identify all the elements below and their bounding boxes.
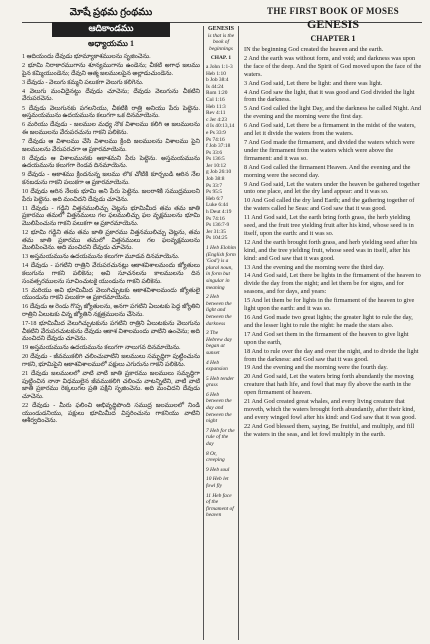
xref-entry: Heb 6:7	[206, 195, 224, 202]
english-verse: 19 And the evening and the morning were the fourth day.	[244, 364, 388, 372]
xref-entry: Jer 31:35	[206, 228, 226, 235]
english-verse: 11 And God said, Let the earth bring forth grass, the herb yielding seed, and the fruit tree yielding fruit after his kind, whose seed is in itself, upon the earth: and it was so.	[244, 214, 414, 237]
english-book-title: GENESIS	[306, 17, 360, 31]
telugu-verse: 14 దేవుడు - పగటిని రాత్రిని వేరుపరచునట్లు ఆకాశవిశాలమందు జ్యోతులు కలుగును గాకని పలికెను; అవి సూచనలను కాలములను దిన సంవత్సరములను సూచించుటకై యుండును గాకని పలికెను.	[22, 262, 200, 285]
telugu-verse: 7 దేవుడు ఆ విశాలము చేసి విశాలము క్రింది జలములను విశాలము పైని జలములను వేరుపరచగా ఆ ప్రకారమాయెను.	[22, 137, 200, 153]
xref-chapter: CHAP. 1	[210, 55, 232, 62]
xref-entry: d Is 40:13,14	[206, 123, 235, 130]
english-verse: 20 And God said, Let the waters bring forth abundantly the moving creature that hath life, and fowl that may fly above the earth in the open firmament of heaven.	[244, 373, 414, 397]
telugu-verse: 16 దేవుడు ఆ రెండు గొప్ప జ్యోతులను, అనగా పగటిని ఏలుటకు పెద్ద జ్యోతిని రాత్రిని ఏలుటకు చిన్న జ్యోతిని నక్షత్రములను చేసెను.	[22, 303, 200, 318]
english-verse: 14 And God said, Let there be lights in the firmament of the heaven to divide the day from the night; and let them be for signs, and for seasons, and for days, and years:	[244, 272, 421, 296]
english-column	[244, 6, 422, 640]
telugu-verse: 17-18 భూమిమీద వెలుగిచ్చుటకును పగటిని రాత్రిని ఏలుటకును వెలుగును చీకటిని వేరుపరచుటకును దేవుడు ఆకాశ విశాలమందు వాటిని ఉంచెను; అది మంచిదని దేవుడు చూచెను.	[22, 320, 200, 343]
english-verse: 17 And God set them in the firmament of the heaven to give light upon the earth,	[244, 330, 409, 346]
xref-entry: Col 1:16	[206, 96, 225, 103]
telugu-verse: 4 వెలుగు మంచిదైనట్టు దేవుడు చూచెను; దేవుడు వెలుగును చీకటిని వేరుపరచెను.	[22, 87, 200, 103]
telugu-verse: 11 దేవుడు - గడ్డిని విత్తనములిచ్చు చెట్లను భూమిమీద తమ తమ జాతి ప్రకారము తమలో విత్తనములు గల ఫలములిచ్చు ఫల వృక్షములను భూమి మొలిపించును గాకని పలుకగా ఆ ప్రకారమాయెను.	[22, 204, 200, 227]
xref-entry: Ps 136:7-9	[206, 222, 230, 229]
telugu-verses	[22, 53, 200, 425]
english-verse: 4 And God saw the light, that it was good and God divided the light from the darkness.	[244, 88, 415, 104]
english-verse: 16 And God made two great lights; the greater light to rule the day, and the lesser light to rule the night: he made the stars also.	[244, 314, 413, 329]
english-verse: 2 And the earth was without form, and void; and darkness was upon the face of the deep. And the Spirit of God moved upon the face of the waters.	[244, 54, 422, 78]
telugu-verse: 20 దేవుడు - జీవముకలిగి చలించువాటిని జలములు సమృద్ధిగా పుట్టించును గాకని, భూమిపైని ఆకాశవిశాలములో పక్షులు ఎగురును గాకని పలికెను.	[22, 353, 200, 368]
cross-reference-column	[203, 26, 239, 640]
xref-entry: Heb 11:3	[206, 103, 226, 110]
xref-entry: e Ps 33:9	[206, 129, 226, 136]
xref-entry: c Jer 4:23	[206, 116, 227, 123]
english-verse: 21 And God created great whales, and every living creature that moveth, which the waters brought forth abundantly, after their kind, and every winged fowl after his kind: and God saw that it was good.	[244, 398, 417, 421]
telugu-header: మోషే ప్రథమ గ్రంథము	[69, 7, 153, 18]
xref-entry: Rev 4:11	[206, 110, 226, 117]
telugu-verse: 1 ఆదియందు దేవుడు భూమ్యాకాశములను సృజించెను.	[22, 53, 151, 60]
telugu-verse: 15 మరియు అవి భూమిమీద వెలుగిచ్చుటకు ఆకాశవిశాలమందు జ్యోతులై యుండును గాకని పలుకగా ఆ ప్రకారమాయెను.	[22, 286, 200, 302]
english-header: THE FIRST BOOK OF MOSES	[267, 6, 399, 16]
xref-entry: Ps 33:6	[206, 149, 223, 156]
telugu-verse: 10 దేవుడు ఆరిన నేలకు భూమి అని పేరు పెట్టెను. జలరాశికి సముద్రములని పేరు పెట్టెను. అది మంచిదని దేవుడు చూచెను.	[22, 188, 200, 203]
xref-entry: Is 44:24	[206, 83, 224, 90]
english-verse: 18 And to rule over the day and over the night, and to divide the light from the darkness: and God saw that it was good.	[244, 347, 419, 363]
xref-entry: a John 1:1-3	[206, 63, 233, 70]
xref-intro: is that is the book of beginnings	[207, 32, 235, 52]
telugu-verse: 3 దేవుడు - వెలుగు కమ్మని పలుకగా వెలుగు కలిగెను.	[22, 78, 144, 86]
english-verse: 15 And let them be for lights in the firmament of the heaven to give light upon the earth: and it was so.	[244, 297, 415, 313]
xref-note: 8 Or, creeping	[206, 450, 225, 464]
xref-entry: h Deut 4:19	[206, 209, 232, 216]
xref-note: 10 Heb let fowl fly	[206, 476, 229, 489]
telugu-verse: 21 దేవుడు జలములలో వాటి వాటి జాతి ప్రకారము జలములు సమృద్ధిగా పుట్టించిన నానా విధములైన జీవముకలిగి చలించు వాటన్నిటిని, వాటి వాటి జాతి ప్రకారము రెక్కలుగల ప్రతి పక్షిని సృజించెను. అది మంచిదని దేవుడు చూచెను.	[22, 370, 200, 400]
telugu-book-title: ఆదికాండము	[52, 22, 170, 37]
xref-entry: Job 38:8	[206, 176, 225, 183]
xref-entry: Ps 33:7	[206, 182, 223, 189]
english-verse: 3 And God said, Let there be light: and there was light.	[244, 79, 383, 87]
english-verse: 6 And God said, Let there be a firmament in the midst of the waters, and let it divide the waters from the waters.	[244, 122, 416, 138]
xref-note: 11 Heb face of the firmament of heaven	[206, 492, 234, 519]
xref-entry: Ps 104:25	[206, 235, 228, 242]
xref-entry: f Job 37:18	[206, 143, 231, 150]
xref-entry: Heb 1:10	[206, 70, 226, 77]
xref-entry: Ps 136:5	[206, 156, 225, 163]
xref-note: 4 Heb expansion	[206, 359, 228, 373]
telugu-verse: 12 భూమి గడ్డిని తమ తమ జాతి ప్రకారము విత్తనములిచ్చు చెట్లను, తమ తమ జాతి ప్రకారము తమలో విత్తనములు గల ఫలవృక్షములను మొలిపించెను. అది మంచిదని దేవుడు చూచెను.	[22, 228, 200, 252]
telugu-verse: 5 దేవుడు వెలుగునకు పగలనియు, చీకటికి రాత్రి అనియు పేరు పెట్టెను. అస్తమయమును ఉదయమును కలుగగా ఒక దినమాయెను.	[22, 104, 200, 120]
english-verse: 8 And God called the firmament Heaven. And the evening and the morning were the second day.	[244, 163, 411, 179]
english-verse: 22 And God blessed them, saying, Be fruitful, and multiply, and fill the waters in the seas, and let fowl multiply in the earth.	[244, 422, 415, 438]
telugu-verse: 19 అస్తమయమును ఉదయమును కలుగగా నాలుగవ దినమాయెను.	[22, 344, 181, 352]
telugu-verse: 2 భూమి నిరాకారముగాను శూన్యముగాను ఉండెను; చీకటి అగాధ జలము పైన కమ్మియుండెను; దేవుని ఆత్మ జలములపైన అల్లాడుచుండెను.	[22, 62, 200, 77]
xref-note: 5 Heb tender grass	[206, 375, 235, 389]
xref-entry: b Job 38:4	[206, 77, 229, 84]
xref-entry: Rom 1:20	[206, 90, 228, 97]
xref-entry: Jer 10:12	[206, 162, 226, 169]
telugu-verse: 9 దేవుడు - ఆకాశము క్రిందనున్న జలము లొక చోటికి కూర్చబడి ఆరిన నేల కనబడును గాకని పలుకగా ఆ ప్రకారమాయెను.	[22, 171, 200, 186]
english-verse: IN the beginning God created the heaven and the earth.	[244, 46, 384, 53]
english-chapter-title: CHAPTER 1	[310, 34, 356, 43]
english-verse: 5 And God called the light Day, and the darkness he called Night. And the evening and the morning were the first day.	[244, 105, 422, 121]
english-verse: 7 And God made the firmament, and divided the waters which were under the firmament from the waters which were above the firmament: and it was so.	[244, 138, 415, 162]
xref-note: 6 Heb between the day and between the night	[206, 391, 232, 425]
telugu-verse: 8 దేవుడు ఆ విశాలమునకు ఆకాశమని పేరు పెట్టెను. అస్తమయమును ఉదయమును కలుగగా రెండవ దినమాయెను.	[22, 154, 200, 170]
xref-note: 3 The Hebrew day began at sunset	[206, 330, 232, 356]
xref-entry: Luke 6:44	[206, 202, 229, 209]
telugu-column	[22, 6, 200, 640]
english-verse: 13 And the evening and the morning were the third day.	[244, 263, 385, 271]
telugu-verse: 6 మరియు దేవుడు - జలముల మధ్య నొక విశాలము కలిగి ఆ జలములను ఈ జలములను వేరుపరచును గాకని పలికెను.	[22, 121, 200, 136]
xref-note: 2 Heb between the light and between the darkness	[206, 294, 232, 327]
telugu-chapter-title: అధ్యాయము 1	[88, 39, 134, 48]
xref-entry: Ps 95:5	[206, 189, 223, 196]
xref-note: 9 Heb soul	[206, 466, 230, 473]
english-verse: 10 And God called the dry land Earth; and the gathering together of the waters called he Seas: and God saw that it was good.	[244, 197, 415, 213]
telugu-verse: 13 అస్తమయమును ఉదయమును కలుగగా మూడవ దినమాయెను.	[22, 253, 180, 261]
telugu-verse: 22 దేవుడు - మీరు ఫలించి అభివృద్ధిపొంది సముద్ర జలములలో నిండి యుండుడనియు, పక్షులు భూమిమీద విస్తరించును గాకనియు వాటిని ఆశీర్వదించెను.	[22, 401, 200, 425]
english-verse: 9 And God said, Let the waters under the heaven be gathered together unto one place, and let the dry land appear: and it was so.	[244, 180, 420, 196]
xref-note: 1 Heb Elohim (English form 'God') is a plural noun, in form but singular in meaning	[206, 245, 236, 291]
xref-note: 7 Heb for the rule of the day	[206, 427, 235, 448]
xref-entry: Ps 74:16	[206, 215, 225, 222]
english-verse: 12 And the earth brought forth grass, and herb yielding seed after his kind, and the tree yielding fruit, whose seed was in itself, after his kind: and God saw that it was good.	[244, 238, 418, 262]
english-verses	[244, 46, 422, 439]
xref-entry: g Job 26:10	[206, 169, 232, 176]
xref-entry: Ps 74:16	[206, 136, 225, 143]
xref-title: GENESIS	[207, 26, 234, 32]
